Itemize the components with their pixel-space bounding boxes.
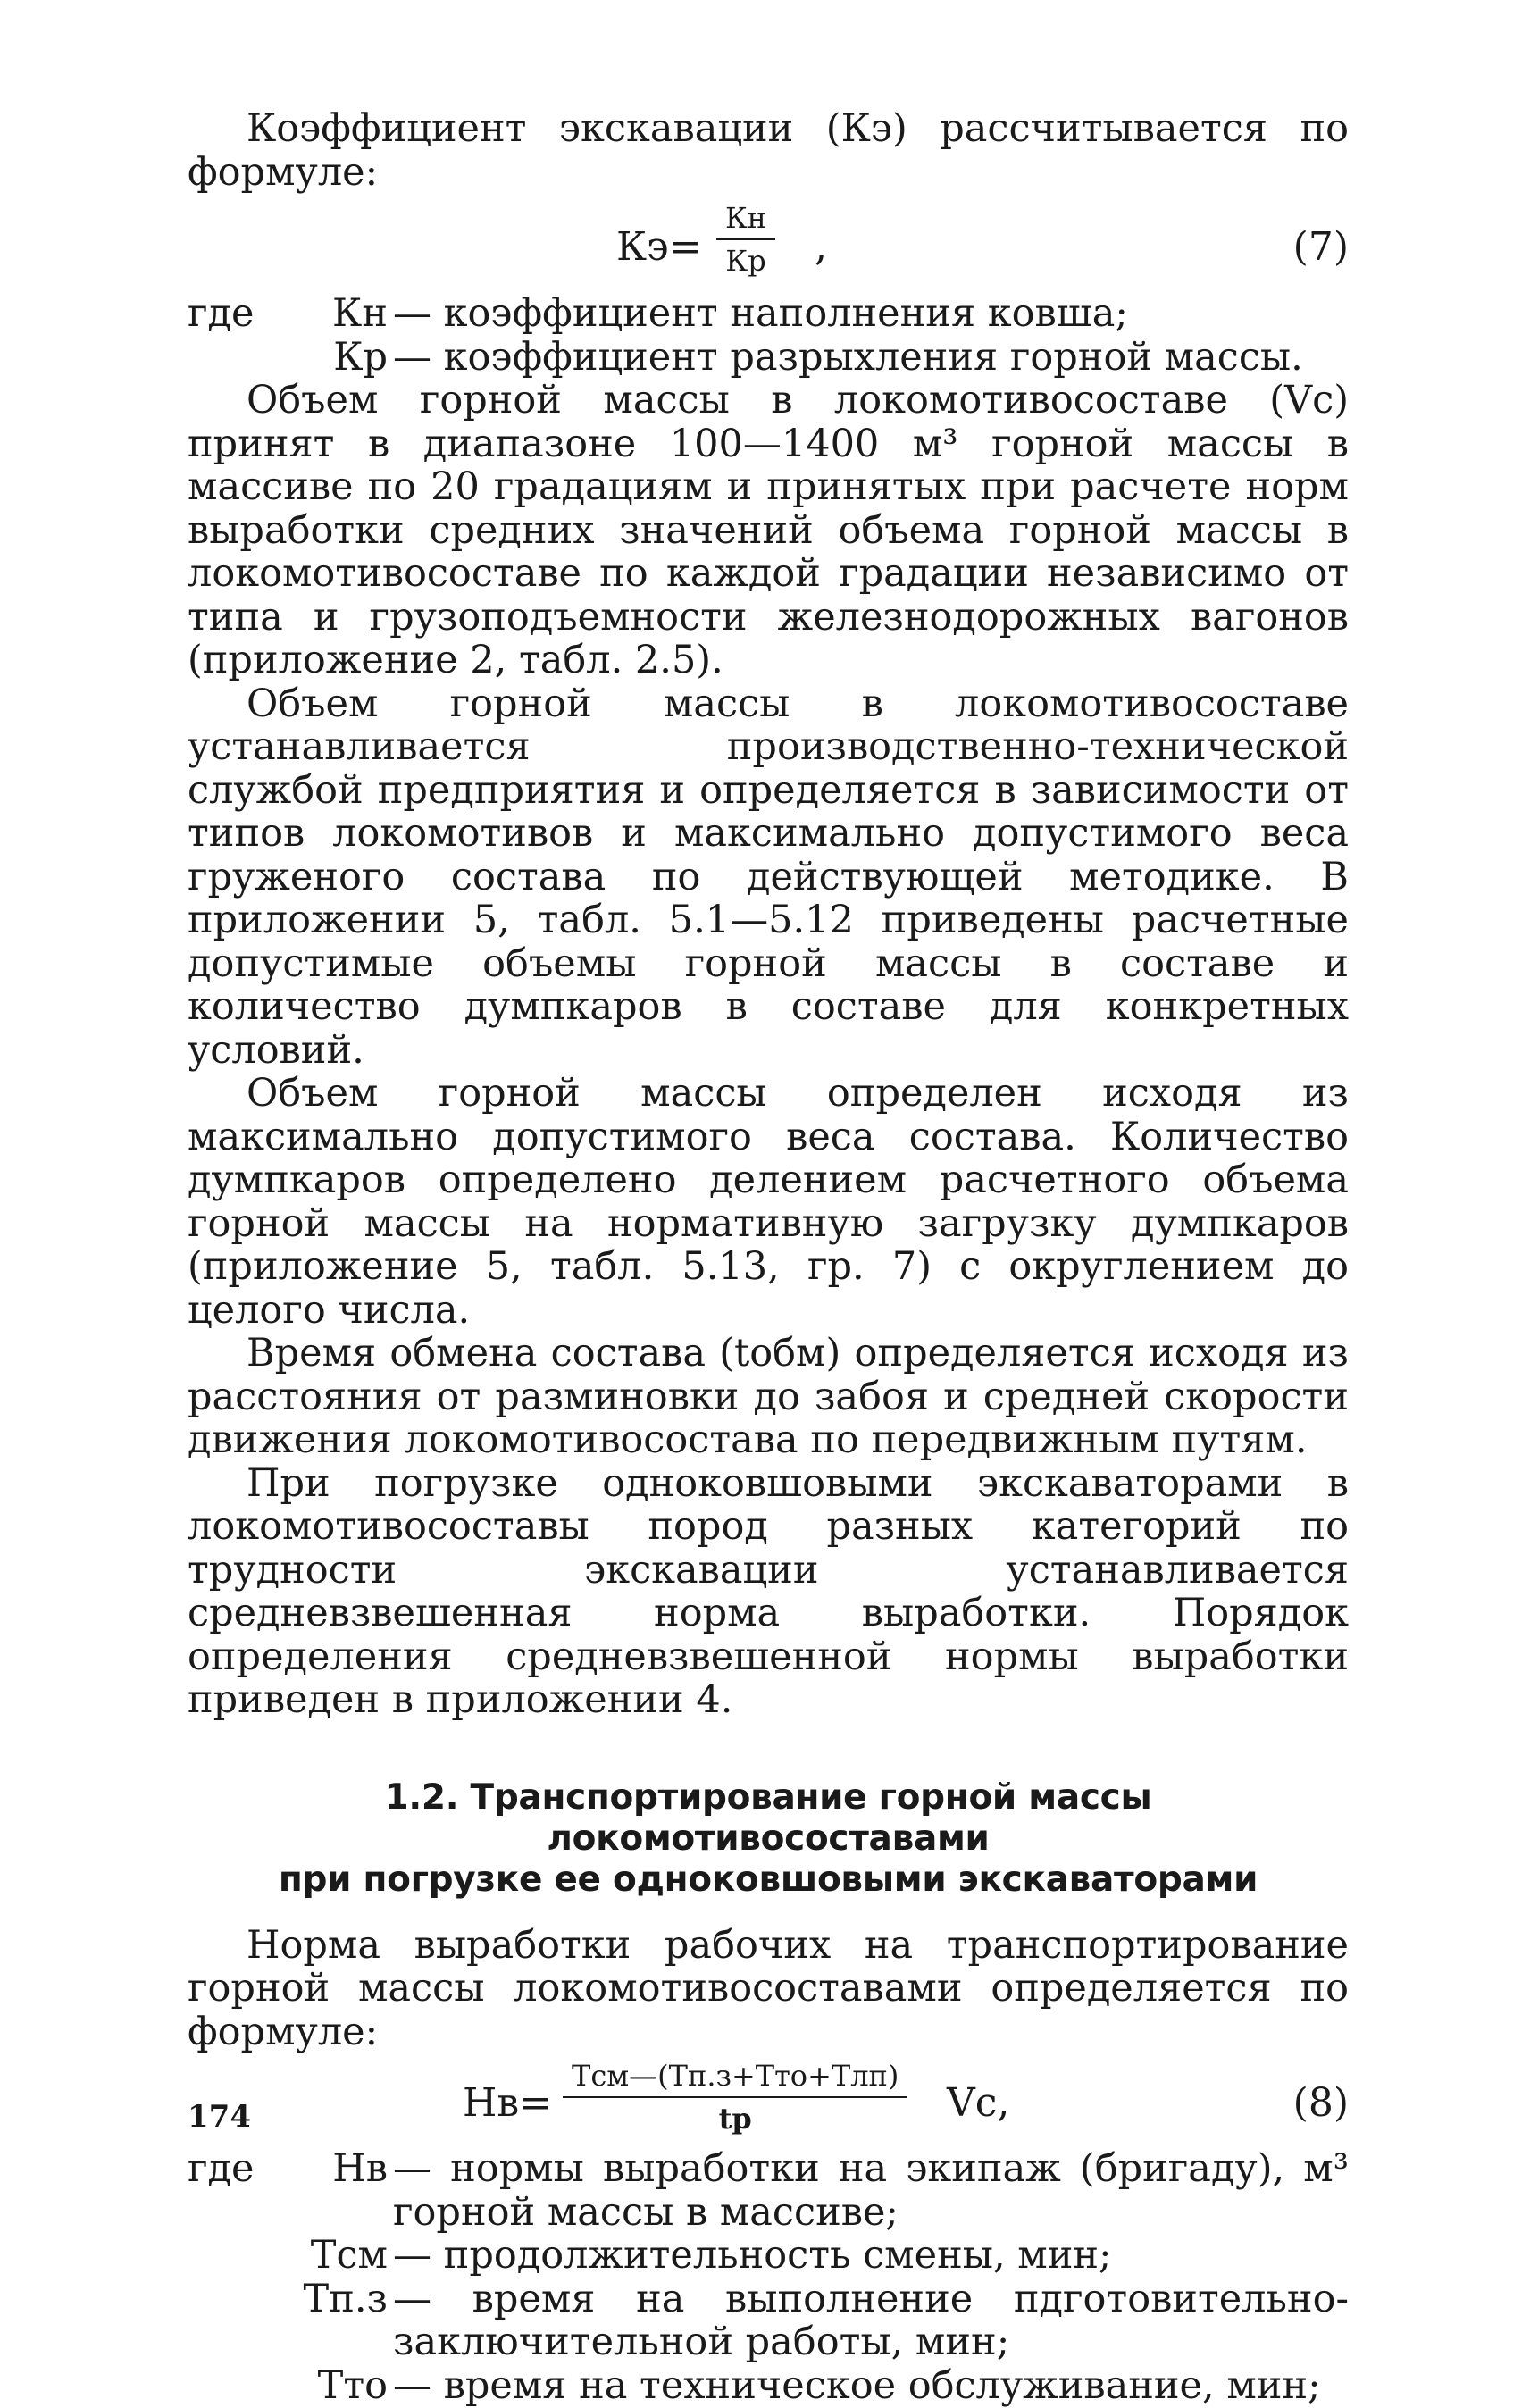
- definition-symbol: Тп.з: [303, 2276, 388, 2321]
- definition-symbol: Кн: [332, 291, 388, 336]
- formula-7: [188, 194, 1349, 292]
- definition-symbol: Нв: [332, 2146, 388, 2191]
- formula-8-numerator: Тсм—(Тп.з+Тто+Тлп): [563, 2059, 907, 2098]
- section-heading-line-2: при погрузке ее одноковшовыми экскаваторами: [278, 1859, 1258, 1900]
- formula-8-lhs: Нв=: [463, 2080, 553, 2126]
- definition-row: [188, 2147, 1349, 2234]
- formula-8-definitions: [188, 2147, 1349, 2407]
- intro-paragraph: Коэффициент экскавации (Кэ) рассчитывается по формуле:: [188, 106, 1349, 195]
- body-paragraph-5: При погрузке одноковшовыми экскаваторами в локомотивосоставы пород разных категорий по трудности экскавации устанавливается средневзвешенная норма выработки. Порядок определения средневзвешенной нормы выработки приведен в приложении 4.: [188, 1460, 1349, 1722]
- norm-paragraph: Норма выработки рабочих на транспортирование горной массы локомотивосоставами определяется по формуле:: [188, 1922, 1349, 2054]
- formula-7-tail: ,: [815, 224, 827, 270]
- definition-symbol: Тсм: [310, 2233, 388, 2278]
- definition-text: — продолжительность смены, мин;: [393, 2233, 1112, 2278]
- formula-8-tail: Vc,: [947, 2080, 1010, 2126]
- section-heading-line-1: 1.2. Транспортирование горной массы локомотивосоставами: [384, 1777, 1152, 1859]
- definition-symbol: Тто: [317, 2362, 388, 2408]
- formula-7-numerator: Кн: [716, 201, 775, 240]
- page-body: [188, 107, 1349, 2407]
- formula-8-number: (8): [1292, 2080, 1349, 2126]
- where-label: где: [188, 291, 255, 336]
- definition-row: [188, 2364, 1349, 2408]
- formula-8-fraction: [563, 2059, 907, 2136]
- formula-7-definitions: [188, 292, 1349, 379]
- definition-row: [188, 292, 1349, 336]
- definition-row: [188, 2234, 1349, 2278]
- definition-text: — коэффициент разрыхления горной массы.: [393, 334, 1303, 380]
- formula-8-denominator: tр: [718, 2102, 752, 2136]
- body-paragraph-3: Объем горной массы определен исходя из максимально допустимого веса состава. Количество думпкаров определено делением расчетного объема горной массы на нормативную загрузку думпкаров (приложение 5, табл. 5.13, гр. 7) с округлением до целого числа.: [188, 1071, 1349, 1333]
- definition-text: — время на выполнение пдготовительно-заключительной работы, мин;: [393, 2276, 1349, 2364]
- section-heading: [188, 1777, 1349, 1901]
- formula-7-lhs: Кэ=: [616, 224, 702, 270]
- definition-row: [188, 2278, 1349, 2364]
- definition-symbol: Кр: [333, 334, 388, 380]
- body-paragraph-1: Объем горной массы в локомотивосоставе (Vc) принят в диапазоне 100—1400 м³ горной массы в массиве по 20 градациям и принятых при расчете норм выработки средних значений объема горной массы в локомотивосоставе по каждой градации независимо от типа и грузоподъемности железнодорожных вагонов (приложение 2, табл. 2.5).: [188, 378, 1349, 682]
- body-paragraph-4: Время обмена состава (tобм) определяется исходя из расстояния от разминовки до забоя и средней скорости движения локомотивосостава по передвижным путям.: [188, 1331, 1349, 1462]
- formula-8: [188, 2053, 1349, 2147]
- formula-7-fraction: [716, 201, 775, 278]
- definition-text: — коэффициент наполнения ковша;: [393, 291, 1128, 336]
- definition-text: — нормы выработки на экипаж (бригаду), м³ горной массы в массиве;: [393, 2146, 1349, 2235]
- formula-7-number: (7): [1292, 224, 1349, 270]
- definition-row: [188, 336, 1349, 380]
- page-number: 174: [188, 2099, 251, 2135]
- body-paragraph-2: Объем горной массы в локомотивосоставе устанавливается производственно-технической службой предприятия и определяется в зависимости от типов локомотивов и максимально допустимого веса груженого состава по действующей методике. В приложении 5, табл. 5.1—5.12 приведены расчетные допустимые объемы горной массы в составе и количество думпкаров в составе для конкретных условий.: [188, 681, 1349, 1073]
- where-label: где: [188, 2146, 255, 2191]
- definition-text: — время на техническое обслуживание, мин;: [393, 2362, 1321, 2408]
- formula-7-denominator: Кр: [725, 244, 766, 278]
